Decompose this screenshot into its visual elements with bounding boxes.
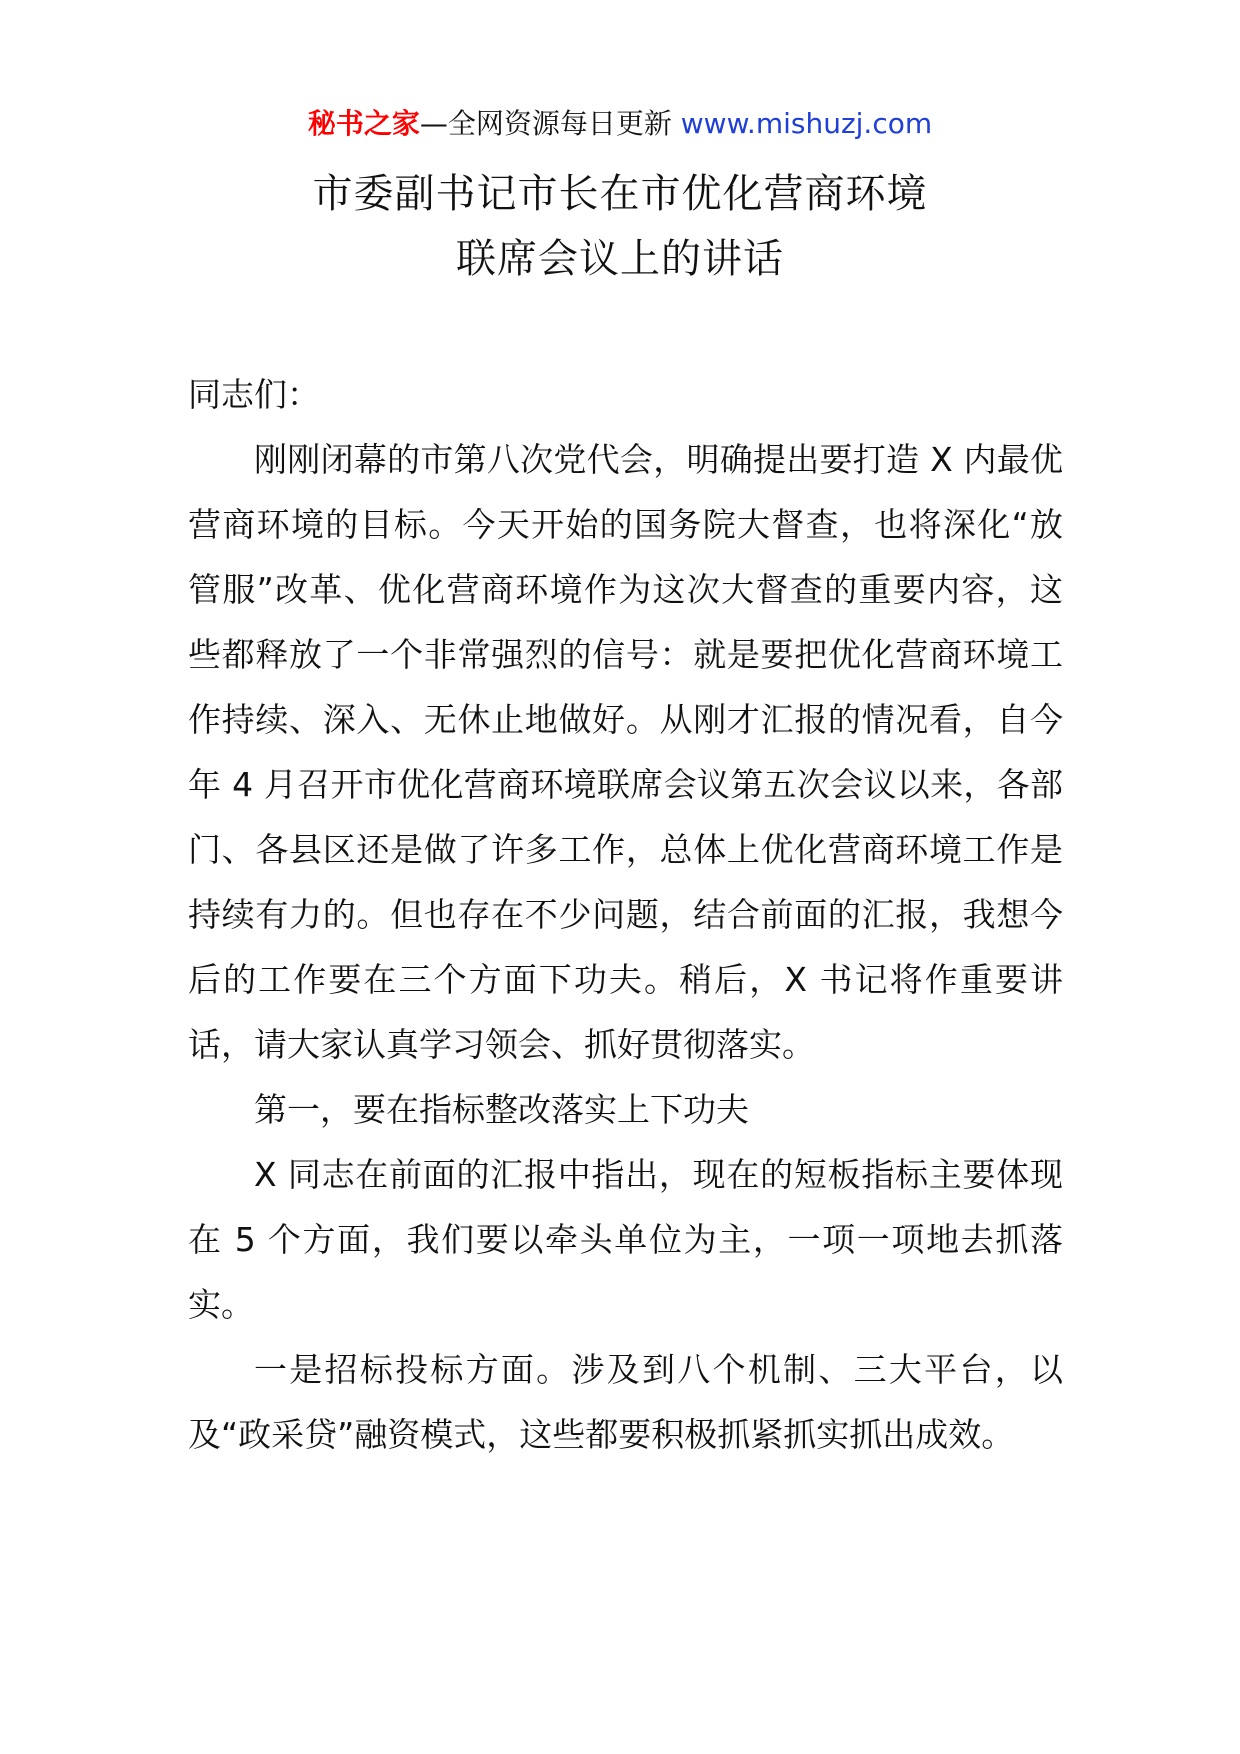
document-title-line-2: 联席会议上的讲话: [456, 236, 784, 282]
brand-name: 秘书之家: [307, 107, 420, 140]
section-heading-1: 第一，要在指标整改落实上下功夫: [254, 1090, 749, 1129]
site-url[interactable]: www.mishuzj.com: [680, 107, 933, 140]
body-paragraph-2: X 同志在前面的汇报中指出，现在的短板指标主要体现在 5 个方面，我们要以牵头单位为主，一项一项地去抓落实。: [188, 1155, 1063, 1324]
body-paragraph-1: 刚刚闭幕的市第八次党代会，明确提出要打造 X 内最优营商环境的目标。今天开始的国务院大督查，也将深化“放管服”改革、优化营商环境作为这次大督查的重要内容，这些都释放了一个非常强烈的信号：就是要把优化营商环境工作持续、深入、无休止地做好。从刚才汇报的情况看，自今年 4 月召开市优化营商环境联席会议第五次会议以来，各部门、各县区还是做了许多工作，总体上优化营商环境工作是持续有力的。但也存在不少问题，结合前面的汇报，我想今后的工作要在三个方面下功夫。稍后，X 书记将作重要讲话，请大家认真学习领会、抓好贯彻落实。: [188, 440, 1063, 1064]
body-paragraph-3: 一是招标投标方面。涉及到八个机制、三大平台，以及“政采贷”融资模式，这些都要积极抓紧抓实抓出成效。: [188, 1350, 1063, 1454]
document-title-line-1: 市委副书记市长在市优化营商环境: [312, 171, 928, 217]
document-body: [188, 362, 1063, 1467]
header-slogan: —全网资源每日更新: [419, 107, 681, 140]
site-header: [0, 104, 1240, 144]
salutation: 同志们：: [188, 375, 320, 414]
